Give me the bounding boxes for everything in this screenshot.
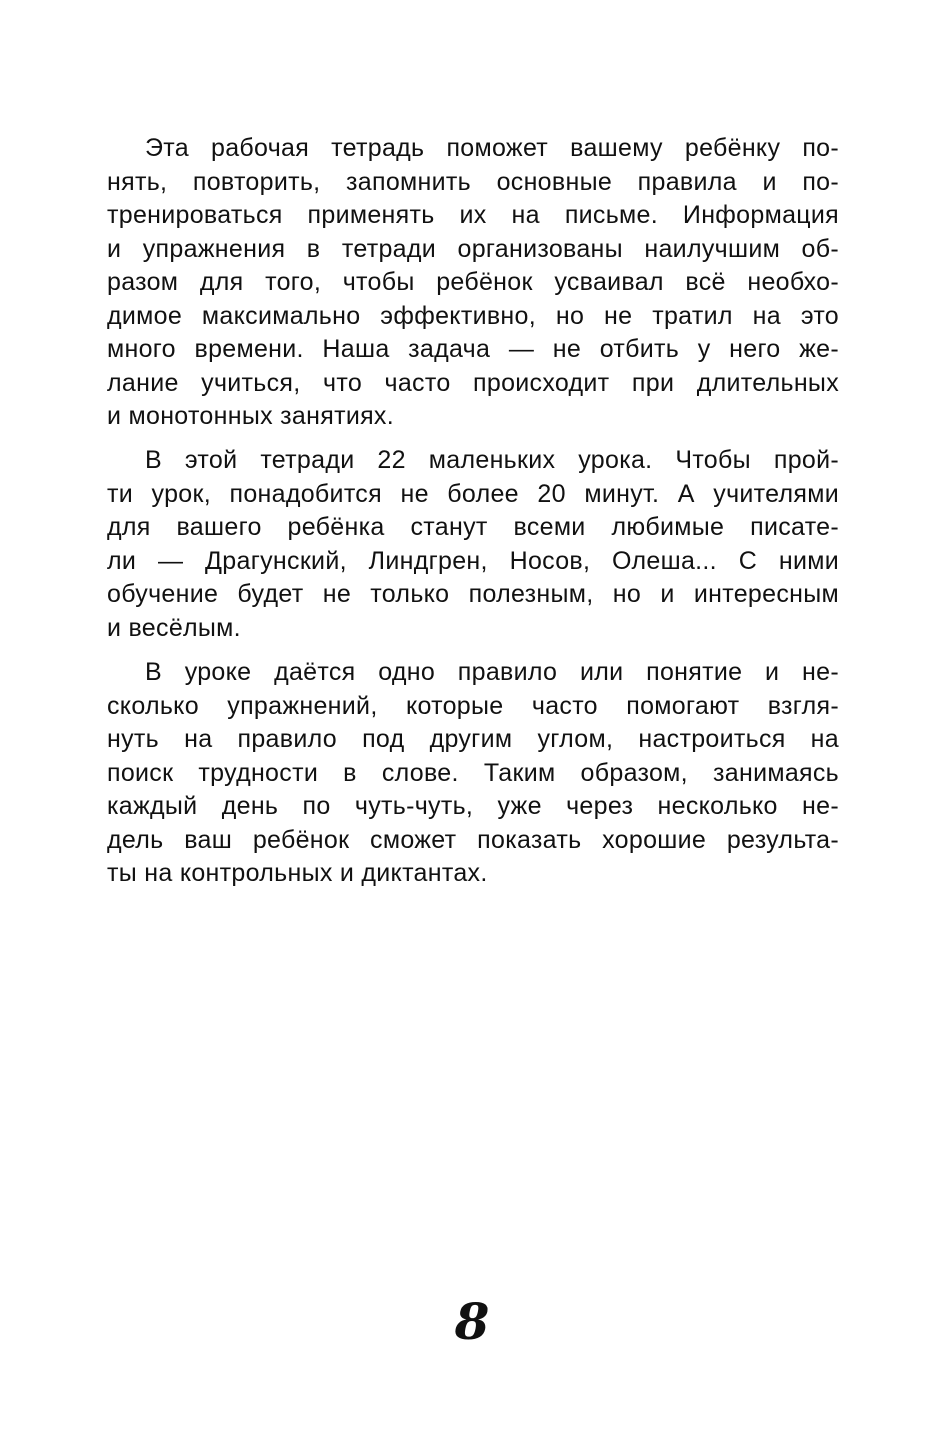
text-line: нять, повторить, запомнить основные правила и по- — [107, 167, 839, 196]
text-line: дель ваш ребёнок сможет показать хорошие результа- — [107, 825, 839, 854]
text-line: ли — Драгунский, Линдгрен, Носов, Олеша... С ними — [107, 546, 839, 575]
page-number: 8 — [454, 1292, 490, 1351]
text-line: нуть на правило под другим углом, настроиться на — [107, 725, 839, 753]
text-line: Эта рабочая тетрадь поможет вашему ребёнку по- — [145, 134, 839, 162]
text-line: сколько упражнений, которые часто помогают взгля- — [107, 691, 839, 720]
text-line: разом для того, чтобы ребёнок усваивал всё необхо- — [107, 268, 839, 296]
text-line: и весёлым. — [107, 613, 241, 642]
text-line: В уроке даётся одно правило или понятие и не- — [145, 658, 839, 686]
text-line: В этой тетради 22 маленьких урока. Чтобы прой- — [145, 446, 839, 474]
text-line: поиск трудности в слове. Таким образом, занимаясь — [107, 758, 839, 787]
text-line: тренироваться применять их на письме. Информация — [107, 201, 839, 229]
text-line: ты на контрольных и диктантах. — [107, 859, 488, 887]
paragraph-intro — [107, 132, 839, 434]
text-line: для вашего ребёнка станут всеми любимые писате- — [107, 513, 839, 541]
text-line: и монотонных занятиях. — [107, 402, 394, 430]
paragraph-method — [107, 656, 839, 891]
text-line: ти урок, понадобится не более 20 минут. А учителями — [107, 479, 839, 508]
text-line: и упражнения в тетради организованы наилучшим об- — [107, 234, 839, 263]
text-line: обучение будет не только полезным, но и интересным — [107, 580, 839, 608]
text-line: каждый день по чуть-чуть, уже через несколько не- — [107, 792, 839, 820]
text-line: лание учиться, что часто происходит при длительных — [107, 368, 839, 397]
paragraph-lessons — [107, 444, 839, 645]
text-line: димое максимально эффективно, но не тратил на это — [107, 301, 839, 330]
text-line: много времени. Наша задача — не отбить у него же- — [107, 335, 839, 363]
